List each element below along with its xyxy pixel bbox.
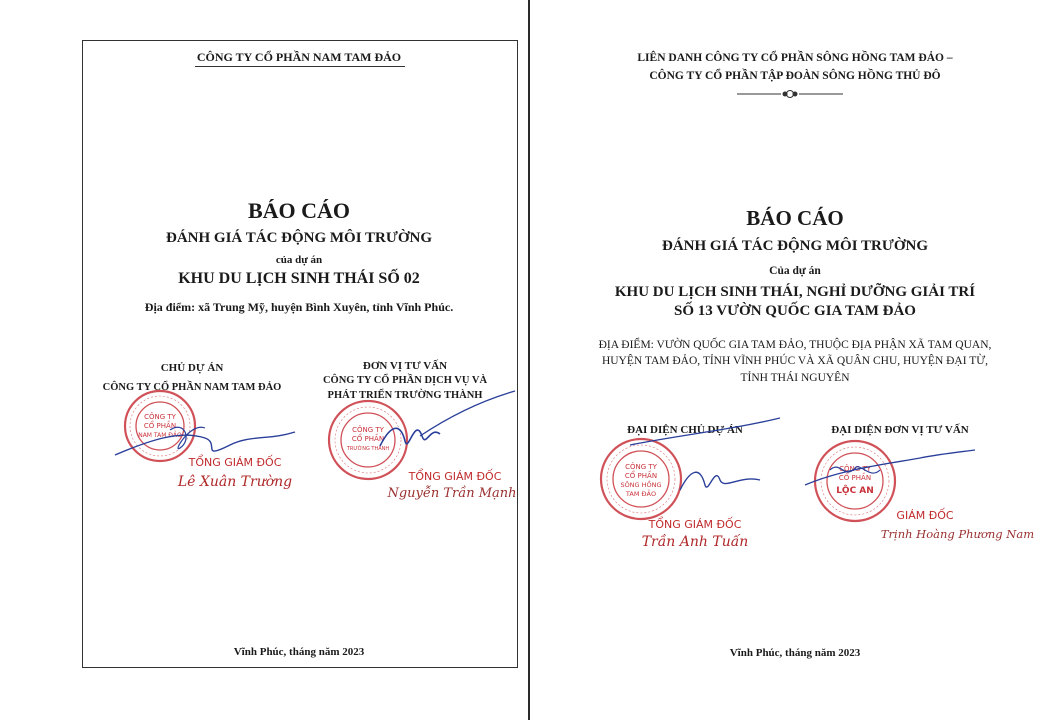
of-project-label: của dự án — [275, 254, 323, 266]
consultant-company-line2: PHÁT TRIỂN TRƯỜNG THÀNH — [327, 390, 483, 401]
svg-text:LỘC AN: LỘC AN — [836, 486, 874, 496]
consultant-role: GIÁM ĐỐC — [896, 509, 954, 522]
project-name: KHU DU LỊCH SINH THÁI SỐ 02 — [178, 270, 420, 287]
joint-venture-header-line2: CÔNG TY CỔ PHẦN TẬP ĐOÀN SÔNG HỒNG THỦ ĐÔ — [649, 70, 941, 82]
of-project-label: Của dự án — [769, 265, 821, 277]
report-title: BÁO CÁO — [746, 206, 844, 230]
svg-text:TRƯỜNG THÀNH: TRƯỜNG THÀNH — [346, 446, 390, 452]
consultant-role: TỔNG GIÁM ĐỐC — [408, 470, 502, 483]
svg-text:CỔ PHẦN: CỔ PHẦN — [624, 472, 658, 480]
consultant-signature-scribble — [800, 440, 980, 510]
report-title: BÁO CÁO — [247, 198, 351, 223]
consultant-signer-name: Nguyễn Trần Mạnh — [387, 486, 517, 501]
location-line3: TỈNH THÁI NGUYÊN — [740, 372, 850, 384]
owner-role: TỔNG GIÁM ĐỐC — [648, 518, 742, 531]
svg-text:CỔ PHẦN: CỔ PHẦN — [351, 435, 385, 443]
consultant-heading: ĐẠI DIỆN ĐƠN VỊ TƯ VẤN — [831, 424, 969, 436]
svg-text:CỔ PHẦN: CỔ PHẦN — [143, 422, 177, 430]
owner-heading: ĐẠI DIỆN CHỦ DỰ ÁN — [627, 424, 743, 436]
footer-place-date: Vĩnh Phúc, tháng năm 2023 — [233, 646, 365, 658]
svg-text:CỔ PHẦN: CỔ PHẦN — [838, 474, 872, 482]
owner-signer-name: Trần Anh Tuấn — [641, 534, 749, 550]
location-line1: ĐỊA ĐIỂM: VƯỜN QUỐC GIA TAM ĐẢO, THUỘC ĐỊA PHẬN XÃ TAM QUAN, — [598, 339, 992, 351]
owner-heading: CHỦ DỰ ÁN — [160, 362, 224, 374]
consultant-company-line1: CÔNG TY CỔ PHẦN DỊCH VỤ VÀ — [322, 375, 488, 386]
header-underline — [195, 66, 405, 67]
svg-text:CÔNG TY: CÔNG TY — [839, 465, 871, 473]
footer-place-date: Vĩnh Phúc, tháng năm 2023 — [729, 647, 861, 659]
report-subtitle: ĐÁNH GIÁ TÁC ĐỘNG MÔI TRƯỜNG — [166, 230, 432, 246]
cover-border — [82, 40, 518, 668]
svg-text:CÔNG TY: CÔNG TY — [144, 413, 176, 421]
joint-venture-header-line1: LIÊN DANH CÔNG TY CỔ PHẦN SÔNG HỒNG TAM ĐẢO – — [637, 52, 953, 64]
consultant-heading: ĐƠN VỊ TƯ VẤN — [362, 360, 448, 372]
owner-company: CÔNG TY CỔ PHẦN NAM TAM ĐẢO — [102, 382, 282, 393]
company-header: CÔNG TY CỔ PHẦN NAM TAM ĐẢO — [196, 50, 402, 64]
project-name-line2: SỐ 13 VƯỜN QUỐC GIA TAM ĐẢO — [674, 303, 916, 319]
owner-signer-name: Lê Xuân Trường — [177, 474, 293, 490]
consultant-signature-scribble — [330, 386, 520, 476]
location-line2: HUYỆN TAM ĐẢO, TỈNH VĨNH PHÚC VÀ XÃ QUÂN CHU, HUYỆN ĐẠI TỪ, — [601, 355, 989, 367]
svg-text:CÔNG TY: CÔNG TY — [352, 426, 384, 434]
project-location: Địa điểm: xã Trung Mỹ, huyện Bình Xuyên, tỉnh Vĩnh Phúc. — [144, 300, 454, 314]
project-name-line1: KHU DU LỊCH SINH THÁI, NGHỈ DƯỠNG GIẢI TRÍ — [614, 284, 976, 300]
ornament-divider — [735, 88, 845, 100]
svg-text:SÔNG HỒNG: SÔNG HỒNG — [620, 481, 662, 489]
report-subtitle: ĐÁNH GIÁ TÁC ĐỘNG MÔI TRƯỜNG — [662, 238, 928, 254]
left-cover-page — [0, 0, 528, 720]
consultant-signer-name: Trịnh Hoàng Phương Nam — [880, 527, 1035, 541]
right-cover-page — [530, 0, 1060, 720]
owner-role: TỔNG GIÁM ĐỐC — [188, 456, 282, 469]
svg-text:TAM ĐẢO: TAM ĐẢO — [625, 490, 657, 498]
owner-signature-scribble — [620, 410, 810, 510]
svg-text:CÔNG TY: CÔNG TY — [625, 463, 657, 471]
svg-text:NAM TAM ĐẢO: NAM TAM ĐẢO — [138, 432, 182, 439]
